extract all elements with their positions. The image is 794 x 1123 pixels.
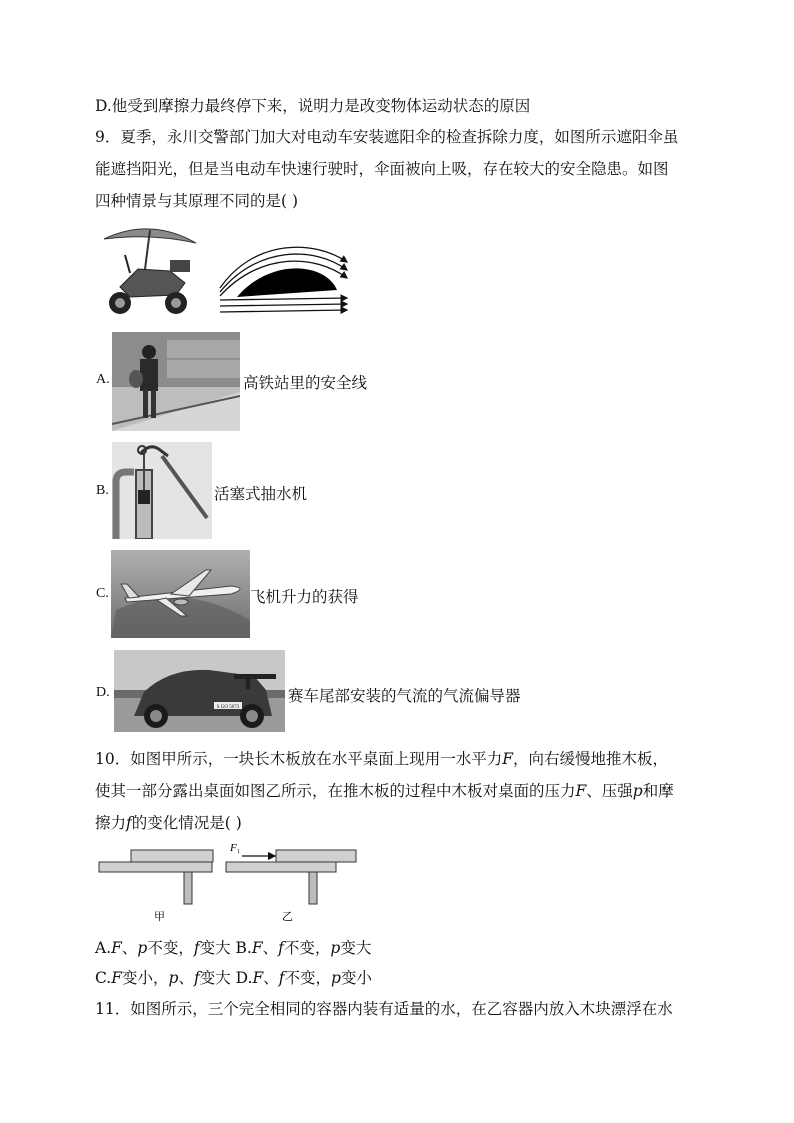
force-label: F [230, 842, 237, 854]
option-d-text: 赛车尾部安装的气流的气流偏导器 [288, 687, 521, 705]
airfoil-streamline-diagram [215, 240, 355, 315]
scooter-umbrella-illustration [100, 225, 200, 320]
q9-line-2: 能遮挡阳光，但是当电动车快速行驶时，伞面被向上吸，存在较大的安全隐患。如图 [95, 160, 669, 178]
q10-line-2: 使其一部分露出桌面如图乙所示，在推木板的过程中木板对桌面的压力F、压强p和摩 [95, 782, 674, 800]
option-b-text: 活塞式抽水机 [214, 485, 308, 503]
option-c-text: 飞机升力的获得 [250, 588, 359, 606]
q11-line-1: 11．如图所示，三个完全相同的容器内装有适量的水，在乙容器内放入木块漂浮在水 [95, 1000, 673, 1018]
q10-line-3: 擦力f的变化情况是( ) [95, 814, 242, 832]
option-d-label: D. [96, 685, 110, 700]
board-on-table-diagram [96, 838, 361, 928]
license-plate-text: S GO 5073 [216, 705, 240, 710]
q10-line-1: 10．如图甲所示，一块长木板放在水平桌面上现用一水平力F，向右缓慢地推木板， [95, 750, 669, 768]
piston-pump-diagram [112, 442, 212, 539]
option-a-label: A. [96, 372, 110, 387]
force-subscript: 1 [237, 849, 240, 855]
q9-line-1: 9．夏季，永川交警部门加大对电动车安装遮阳伞的检查拆除力度，如图所示遮阳伞虽 [95, 128, 679, 146]
q10-answer-line-1: A.F、p不变，f变大 B.F、f不变，p变大 [95, 939, 372, 957]
option-b-label: B. [96, 483, 109, 498]
figure-label-jia: 甲 [154, 911, 165, 923]
q9-line-3: 四种情景与其原理不同的是( ) [95, 192, 299, 210]
q8-option-d: D.他受到摩擦力最终停下来，说明力是改变物体运动状态的原因 [95, 97, 531, 115]
option-c-label: C. [96, 586, 109, 601]
airplane-photo [111, 550, 250, 638]
train-platform-photo [112, 332, 240, 431]
figure-label-yi: 乙 [282, 911, 293, 923]
option-a-text: 高铁站里的安全线 [243, 374, 368, 392]
race-car-spoiler-photo [114, 650, 285, 732]
q10-answer-line-2: C.F变小，p、f变大 D.F、f不变，p变小 [95, 969, 372, 987]
